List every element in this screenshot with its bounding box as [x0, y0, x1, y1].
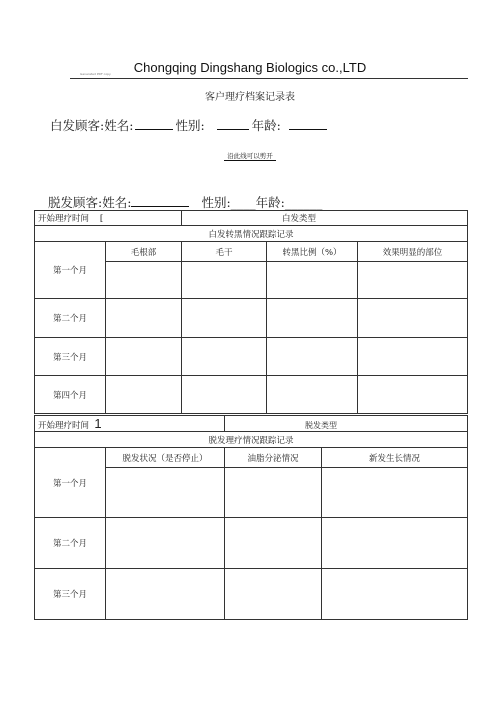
entry-cell[interactable] — [106, 518, 225, 569]
entry-cell[interactable] — [358, 376, 468, 414]
tiny-caption: Generated PDF copy — [80, 72, 111, 76]
entry-cell[interactable] — [106, 468, 225, 518]
entry-cell[interactable] — [322, 468, 468, 518]
white-hair-label: 白发顾客: — [50, 118, 105, 133]
row-label: 第四个月 — [35, 376, 106, 414]
entry-cell[interactable] — [182, 299, 267, 338]
white-hair-customer-line — [50, 116, 327, 134]
entry-cell[interactable] — [106, 338, 182, 376]
entry-cell[interactable] — [267, 376, 358, 414]
form-title: 客户理疗档案记录表 — [205, 92, 295, 103]
entry-cell[interactable] — [358, 262, 468, 299]
hair-loss-label: 脱发顾客: — [48, 195, 103, 210]
cut-line-note: 沿此线可以剪开 — [0, 151, 500, 160]
hair-type-cell[interactable]: 脱发类型 — [225, 416, 468, 432]
age-placeholder[interactable]: ______ — [284, 195, 323, 210]
start-time-cell[interactable]: 开始理疗时间 [ — [35, 211, 182, 226]
white-hair-age-field[interactable] — [289, 118, 327, 130]
entry-cell[interactable] — [267, 338, 358, 376]
white-hair-record-table — [34, 210, 468, 414]
start-time-cell[interactable]: 开始理疗时间 1 — [35, 416, 225, 432]
row-label: 第一个月 — [35, 242, 106, 299]
hair-loss-customer-line — [48, 193, 322, 211]
gender-label: 性别: — [175, 118, 205, 133]
white-hair-gender-field[interactable] — [217, 118, 249, 130]
tracking-title: 白发转黑情况跟踪记录 — [35, 226, 468, 242]
entry-cell[interactable] — [358, 338, 468, 376]
entry-cell[interactable] — [267, 299, 358, 338]
column-header: 新发生长情况 — [322, 448, 468, 468]
entry-cell[interactable] — [358, 299, 468, 338]
entry-cell[interactable] — [225, 569, 322, 620]
row-label: 第二个月 — [35, 518, 106, 569]
column-header: 脱发状况（是否停止） — [106, 448, 225, 468]
white-hair-name-field[interactable] — [135, 118, 173, 130]
entry-cell[interactable] — [322, 569, 468, 620]
name-label: 姓名: — [104, 118, 134, 133]
entry-cell[interactable] — [106, 569, 225, 620]
column-header: 毛根部 — [106, 242, 182, 262]
hair-loss-name-field[interactable] — [131, 195, 189, 207]
entry-cell[interactable] — [182, 376, 267, 414]
column-header: 毛干 — [182, 242, 267, 262]
entry-cell[interactable] — [322, 518, 468, 569]
row-label: 第三个月 — [35, 338, 106, 376]
age-label: 年龄: — [251, 118, 281, 133]
row-label: 第一个月 — [35, 448, 106, 518]
row-label: 第二个月 — [35, 299, 106, 338]
header-divider — [70, 78, 468, 79]
column-header: 效果明显的部位 — [358, 242, 468, 262]
entry-cell[interactable] — [225, 468, 322, 518]
entry-cell[interactable] — [182, 338, 267, 376]
age-label: 年龄: — [255, 195, 285, 210]
entry-cell[interactable] — [106, 262, 182, 299]
gender-label: 性别: — [201, 195, 231, 210]
hair-loss-record-table — [34, 415, 468, 620]
entry-cell[interactable] — [267, 262, 358, 299]
company-name: Chongqing Dingshang Biologics co.,LTD — [133, 60, 367, 75]
entry-cell[interactable] — [106, 299, 182, 338]
entry-cell[interactable] — [106, 376, 182, 414]
tracking-title: 脱发理疗情况跟踪记录 — [35, 432, 468, 448]
gender-placeholder[interactable]: ____ — [230, 195, 256, 210]
name-label: 姓名: — [102, 195, 132, 210]
row-label: 第三个月 — [35, 569, 106, 620]
column-header: 转黑比例（%） — [267, 242, 358, 262]
column-header: 油脂分泌情况 — [225, 448, 322, 468]
entry-cell[interactable] — [182, 262, 267, 299]
hair-type-cell[interactable]: 白发类型 — [182, 211, 468, 226]
entry-cell[interactable] — [225, 518, 322, 569]
